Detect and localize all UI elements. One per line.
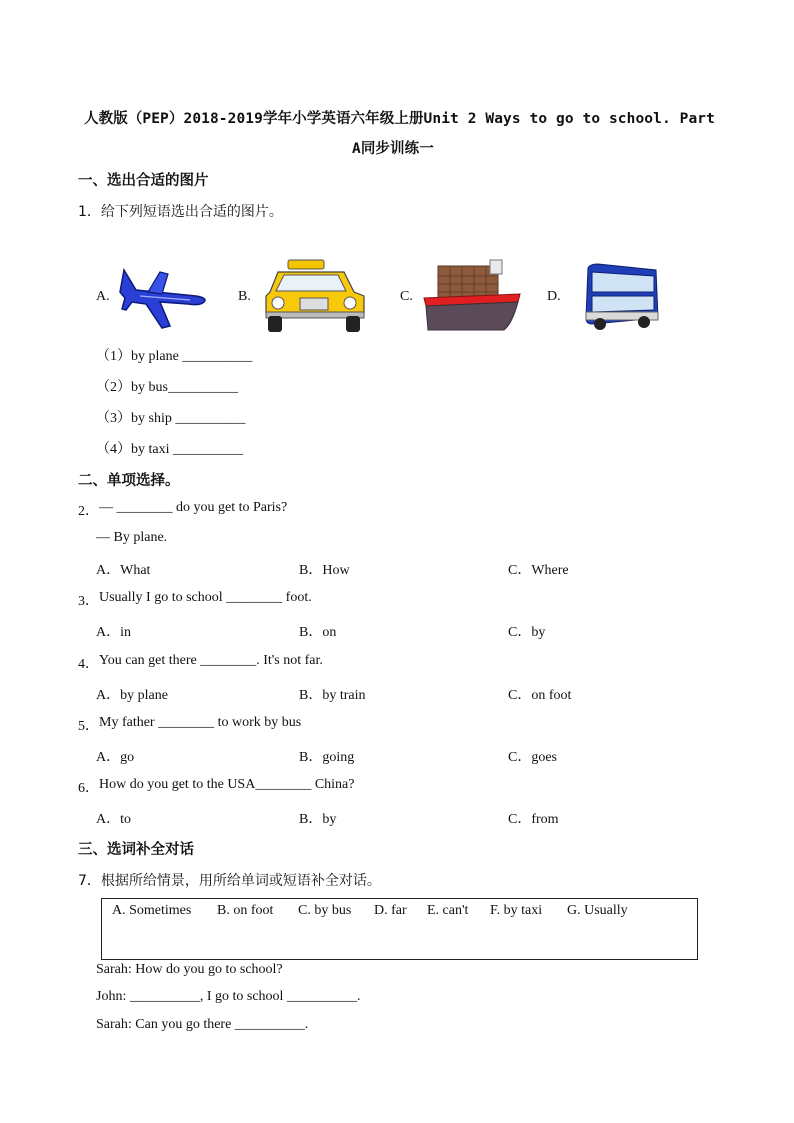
ship-icon: [420, 258, 526, 334]
q3-line: Usually I go to school ________ foot.: [99, 590, 312, 605]
q4-line: You can get there ________. It's not far.: [99, 653, 323, 668]
word-bank-item: F. by taxi: [490, 903, 543, 918]
q6-option-a: A．to: [96, 812, 131, 827]
q5-number: 5．: [78, 719, 99, 734]
q2-number: 2．: [78, 504, 99, 519]
option-a-letter: A.: [96, 289, 110, 304]
bus-icon: [582, 262, 660, 332]
word-bank-item: B. on foot: [217, 903, 274, 918]
option-b-letter: B.: [238, 289, 251, 304]
word-bank-item: E. can't: [427, 903, 469, 918]
q4-number: 4．: [78, 657, 99, 672]
q7-text: 根据所给情景，用所给单词或短语补全对话。: [100, 873, 381, 889]
q5-option-b: B．going: [299, 750, 355, 765]
q3-number: 3．: [78, 594, 99, 609]
q6-option-c: C．from: [508, 812, 559, 827]
q6-line: How do you get to the USA________ China?: [99, 777, 355, 792]
word-bank-item: A. Sometimes: [112, 903, 192, 918]
q5-line: My father ________ to work by bus: [99, 715, 302, 730]
q2-line: — By plane.: [96, 530, 168, 545]
dialogue-line: John: __________, I go to school __________.: [96, 989, 361, 1004]
q3-option-b: B．on: [299, 625, 337, 640]
word-bank-item: C. by bus: [298, 903, 352, 918]
q2-option-c: C．Where: [508, 563, 569, 578]
q4-option-a: A．by plane: [96, 688, 168, 703]
q1-number: 1．: [78, 204, 101, 220]
q1-item: （3）by ship __________: [96, 411, 246, 426]
q1-text: 给下列短语选出合适的图片。: [100, 204, 283, 220]
section2-heading: 二、单项选择。: [78, 473, 180, 489]
word-bank-item: D. far: [374, 903, 407, 918]
q4-option-c: C．on foot: [508, 688, 572, 703]
dialogue-line: Sarah: Can you go there __________.: [96, 1017, 309, 1032]
q7-prompt: [78, 870, 381, 890]
document-title-line1: 人教版（PEP）2018-2019学年小学英语六年级上册Unit 2 Ways to go to school. Part: [84, 111, 715, 127]
q1-item: （2）by bus__________: [96, 380, 238, 395]
q6-number: 6．: [78, 781, 99, 796]
word-bank-item: G. Usually: [567, 903, 628, 918]
q2-option-a: A．What: [96, 563, 151, 578]
option-d-letter: D.: [547, 289, 561, 304]
q3-option-c: C．by: [508, 625, 546, 640]
q1-item: （1）by plane __________: [96, 349, 253, 364]
q3-option-a: A．in: [96, 625, 131, 640]
section1-heading: 一、选出合适的图片: [78, 173, 209, 189]
q2-option-b: B．How: [299, 563, 350, 578]
q7-number: 7．: [78, 873, 101, 889]
option-c-letter: C.: [400, 289, 413, 304]
q5-option-a: A．go: [96, 750, 135, 765]
dialogue-line: Sarah: How do you go to school?: [96, 962, 283, 977]
q1-item: （4）by taxi __________: [96, 442, 243, 457]
q2-line: — ________ do you get to Paris?: [99, 500, 288, 515]
q6-option-b: B．by: [299, 812, 337, 827]
section3-heading: 三、选词补全对话: [78, 842, 194, 858]
q4-option-b: B．by train: [299, 688, 366, 703]
document-title-line2: A同步训练一: [352, 141, 434, 157]
airplane-icon: [116, 262, 210, 332]
q1-prompt: [78, 201, 283, 221]
taxi-icon: [260, 258, 370, 334]
q5-option-c: C．goes: [508, 750, 557, 765]
